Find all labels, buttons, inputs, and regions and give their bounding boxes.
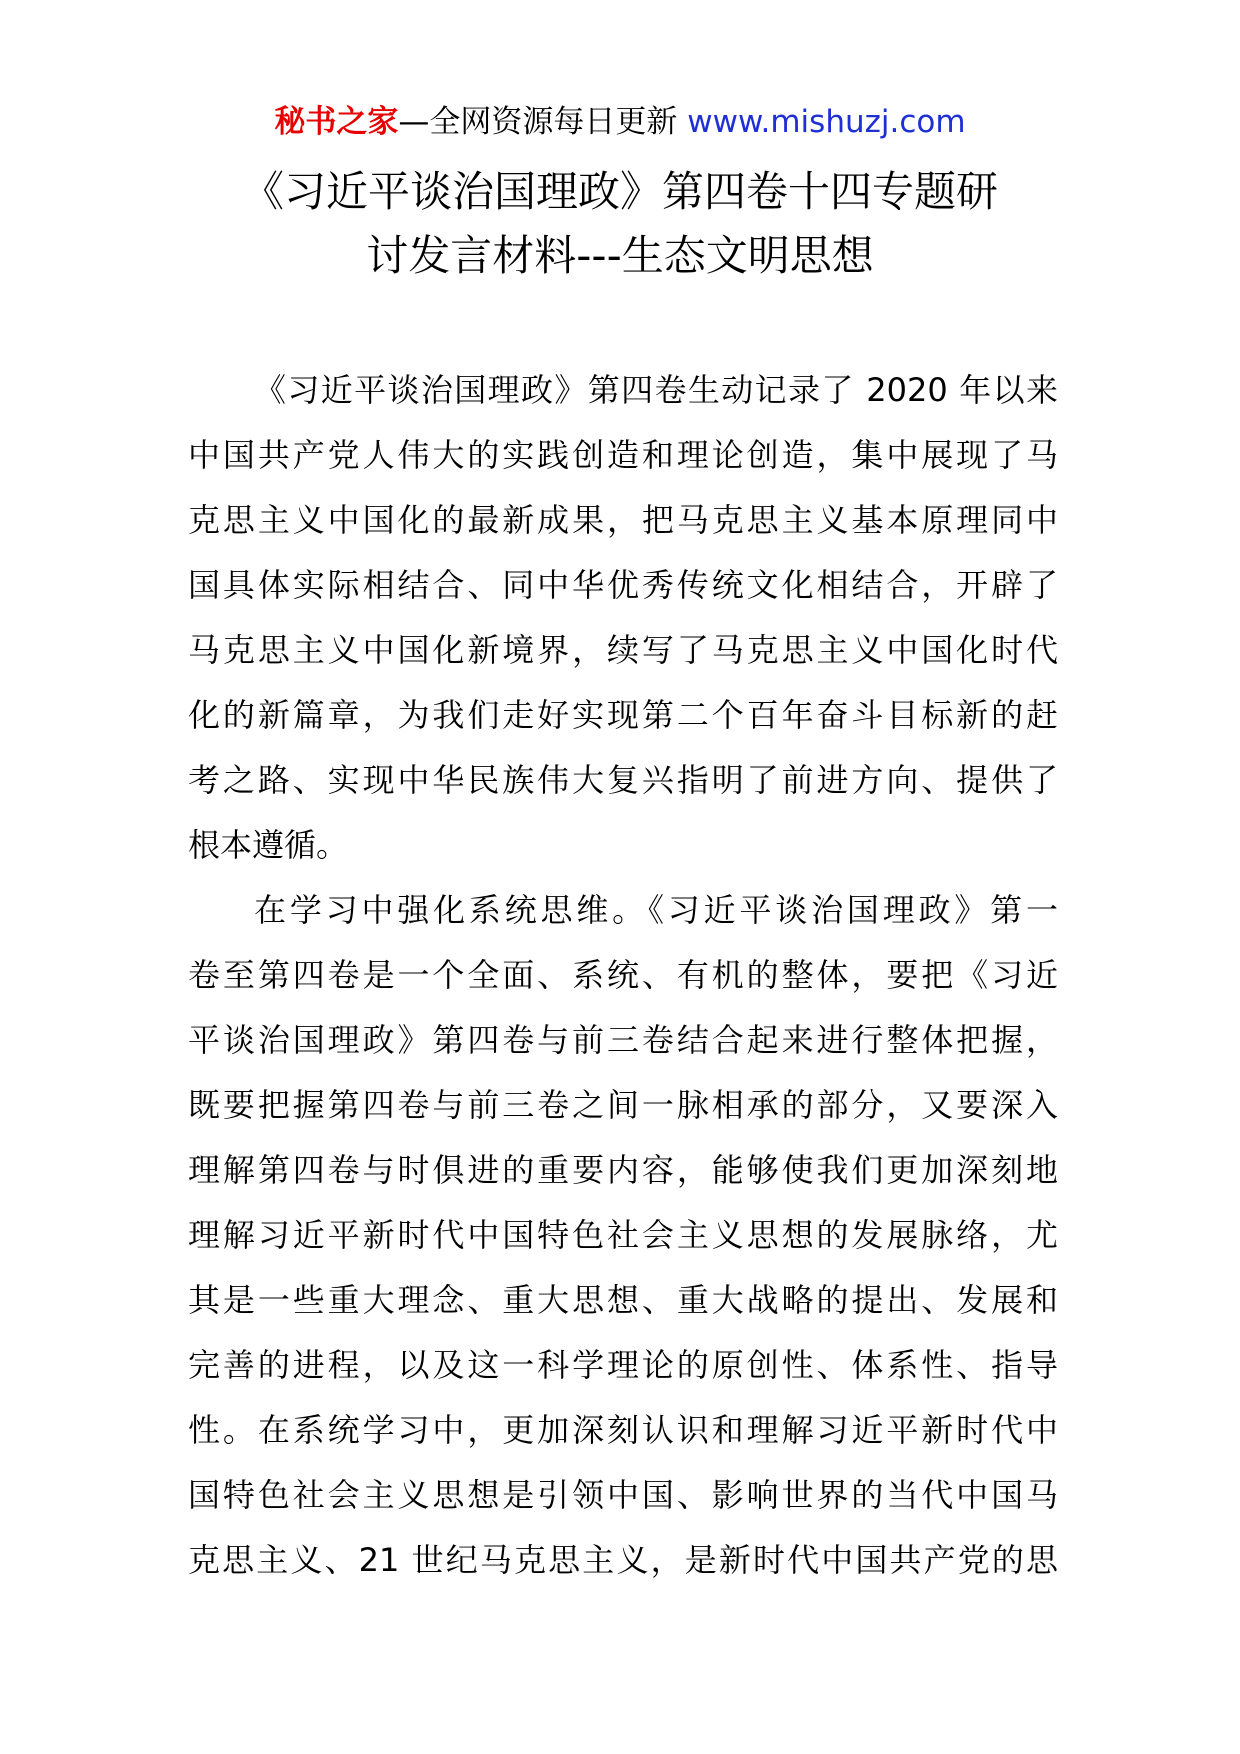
text-line: 既要把握第四卷与前三卷之间一脉相承的部分，又要深入 — [188, 1086, 1058, 1124]
site-brand: 秘书之家 — [274, 104, 399, 140]
title-line: 讨发言材料---生态文明思想 — [366, 231, 874, 280]
site-url[interactable]: www.mishuzj.com — [687, 104, 966, 140]
text-line: 化的新篇章，为我们走好实现第二个百年奋斗目标新的赶 — [188, 696, 1058, 734]
document-title — [180, 160, 1060, 288]
text-line: 中国共产党人伟大的实践创造和理论创造，集中展现了马 — [188, 436, 1058, 474]
text-line: 克思主义、21 世纪马克思主义，是新时代中国共产党的思 — [188, 1541, 1058, 1579]
paragraph — [188, 878, 1058, 1593]
document-body — [188, 358, 1058, 1593]
text-line: 国具体实际相结合、同中华优秀传统文化相结合，开辟了 — [188, 566, 1058, 604]
text-line: 考之路、实现中华民族伟大复兴指明了前进方向、提供了 — [188, 761, 1058, 799]
text-line: 克思主义中国化的最新成果，把马克思主义基本原理同中 — [188, 501, 1058, 539]
text-line: 马克思主义中国化新境界，续写了马克思主义中国化时代 — [188, 631, 1058, 669]
text-line: 国特色社会主义思想是引领中国、影响世界的当代中国马 — [188, 1476, 1058, 1514]
text-line: 其是一些重大理念、重大思想、重大战略的提出、发展和 — [188, 1281, 1058, 1319]
text-line: 在学习中强化系统思维。《习近平谈治国理政》第一 — [254, 891, 1058, 929]
text-line: 完善的进程，以及这一科学理论的原创性、体系性、指导 — [188, 1346, 1058, 1384]
site-tagline: —全网资源每日更新 — [398, 104, 688, 140]
text-line: 理解第四卷与时俱进的重要内容，能够使我们更加深刻地 — [188, 1151, 1058, 1189]
text-line: 性。在系统学习中，更加深刻认识和理解习近平新时代中 — [188, 1411, 1058, 1449]
text-line: 根本遵循。 — [188, 826, 349, 864]
paragraph — [188, 358, 1058, 878]
site-header — [0, 102, 1240, 142]
title-line: 《习近平谈治国理政》第四卷十四专题研 — [241, 167, 998, 216]
text-line: 理解习近平新时代中国特色社会主义思想的发展脉络，尤 — [188, 1216, 1058, 1254]
text-line: 卷至第四卷是一个全面、系统、有机的整体，要把《习近 — [188, 956, 1058, 994]
text-line: 平谈治国理政》第四卷与前三卷结合起来进行整体把握， — [188, 1021, 1058, 1059]
text-line: 《习近平谈治国理政》第四卷生动记录了 2020 年以来 — [254, 371, 1058, 409]
